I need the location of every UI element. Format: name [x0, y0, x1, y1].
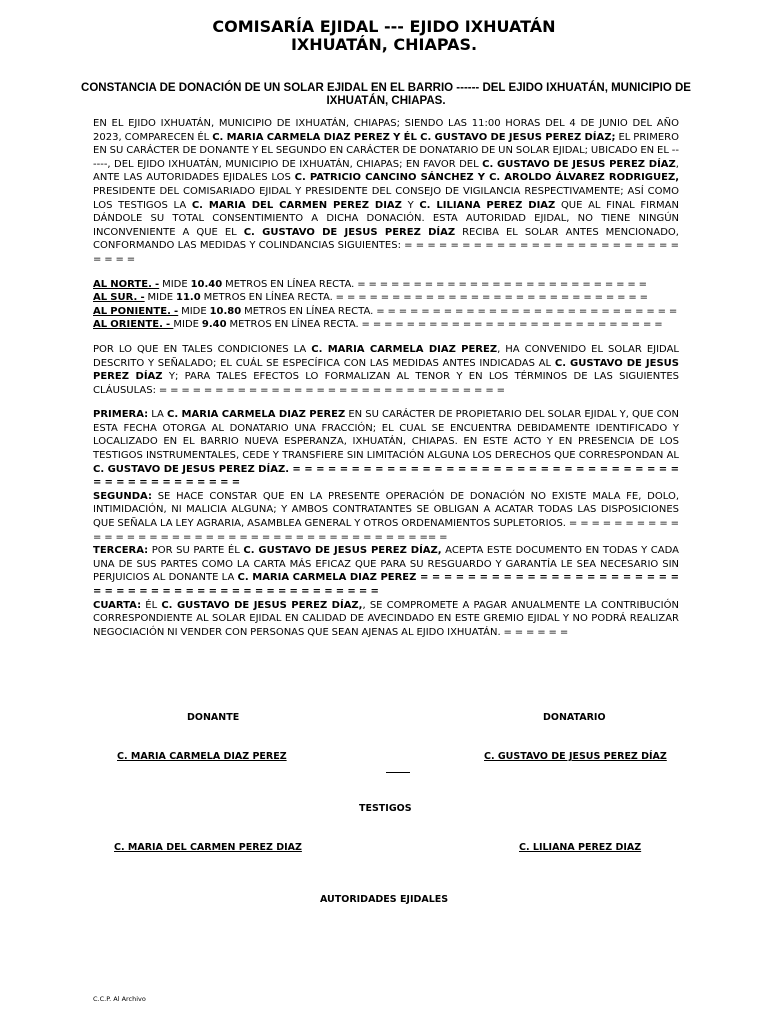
intro-bold-1: C. MARIA CARMELA DIAZ PEREZ Y ÉL C. GUSTAVO DE JESUS PEREZ DÍAZ;	[212, 131, 616, 143]
measure-prefix: MIDE	[178, 305, 210, 317]
measure-value: 10.40	[190, 278, 223, 290]
intro-text-5: Y	[401, 199, 420, 211]
measure-west	[93, 305, 679, 319]
measure-north	[93, 278, 679, 292]
header-title: COMISARÍA EJIDAL --- EJIDO IXHUATÁN	[212, 17, 556, 36]
clause-tercera	[93, 544, 679, 598]
clause-bold: C. MARIA CARMELA DIAZ PEREZ = = = = = = = = = = = = = = = = = = = = = = = = = = = = = = = = = = = = = = = = = = = = = = =	[93, 572, 679, 597]
measure-east	[93, 318, 679, 332]
testigos-label: TESTIGOS	[359, 803, 412, 814]
intro-bold-3: C. PATRICIO CANCINO SÁNCHEZ Y C. AROLDO ÁLVAREZ RODRIGUEZ,	[294, 172, 679, 184]
intro-text-4: PRESIDENTE DEL COMISARIADO EJIDAL Y PRESIDENTE DEL CONSEJO DE VIGILANCIA RESPECTIVAMENTE; ASÍ COMO LOS TESTIGOS LA	[93, 185, 679, 211]
intro-text-7: RECIBA EL SOLAR ANTES MENCIONADO, CONFORMANDO LAS MEDIDAS Y COLINDANCIAS SIGUIENTES: = = = = = = = = = = = = = = = = = = = = = = = = = = = =	[93, 226, 679, 265]
measure-value: 10.80	[209, 305, 242, 317]
document-body	[93, 117, 679, 639]
clause-cuarta	[93, 599, 679, 640]
clause-text: ÉL	[141, 599, 162, 611]
clause-text: POR SU PARTE ÉL	[148, 545, 244, 557]
measure-value: 11.0	[176, 292, 201, 304]
measure-south	[93, 291, 679, 305]
donante-name: C. MARIA CARMELA DIAZ PEREZ	[117, 751, 287, 762]
intro-paragraph	[93, 117, 679, 267]
measure-direction: AL NORTE. -	[93, 278, 160, 290]
donatario-label: DONATARIO	[543, 712, 606, 723]
clause-text: ACEPTA ESTE DOCUMENTO EN TODAS Y CADA UNA DE SUS PARTES COMO LA CARTA MÁS EFICAZ QUE PARA SU RESGUARDO Y GARANTÍA LE SEA NECESARIO SIN PERJUICIOS AL DONANTE LA	[93, 545, 679, 584]
intro-bold-6: C. GUSTAVO DE JESUS PEREZ DÍAZ	[243, 226, 456, 238]
clause-text: SE HACE CONSTAR QUE EN LA PRESENTE OPERACIÓN DE DONACIÓN NO EXISTE MALA FE, DOLO, INTIMIDACIÓN, NI MALICIA ALGUNA; Y AMBOS CONTRATANTES SE OBLIGAN A ACATAR TODAS LAS DISPOSICIONES QUE SEÑALA LA LEY AGRARIA, ASAMBLEA GENERAL Y OTROS ORDENAMIENTOS SUPLETORIOS. = = = = = = = = = = = = = = = = = = = = = = = = = = = = = = = = = = = = = = = == =	[93, 490, 679, 543]
measures-list	[93, 278, 679, 332]
intro-text-3: , ANTE LAS AUTORIDADES EJIDALES LOS	[93, 158, 679, 184]
measure-prefix: MIDE	[159, 278, 191, 290]
intro-text-6: QUE AL FINAL FIRMAN DÁNDOLE SU TOTAL CONSENTIMIENTO A DICHA DONACIÓN. ESTA AUTORIDAD EJIDAL, NO TIENE NINGÚN INCONVENIENTE A QUE EL	[93, 199, 679, 238]
signature-divider	[386, 772, 410, 773]
measure-suffix: METROS EN LÍNEA RECTA. = = = = = = = = = = = = = = = = = = = = = = = = = = =	[241, 305, 678, 317]
document-subtitle: CONSTANCIA DE DONACIÓN DE UN SOLAR EJIDAL EN EL BARRIO ------ DEL EJIDO IXHUATÁN, MUNICIPIO DE IXHUATÁN, CHIAPAS.	[81, 82, 691, 107]
intro-bold-5: C. LILIANA PEREZ DIAZ	[419, 199, 556, 211]
testigo-1-name: C. MARIA DEL CARMEN PEREZ DIAZ	[114, 842, 302, 853]
clause-label: TERCERA:	[93, 545, 149, 557]
measure-suffix: METROS EN LÍNEA RECTA. = = = = = = = = = = = = = = = = = = = = = = = = = = =	[226, 319, 663, 331]
conditions-text-2: , HA CONVENIDO EL SOLAR EJIDAL DESCRITO Y SEÑALADO; EL CUÁL SE ESPECÍFICA CON LAS MEDIDAS ANTES INDICADAS AL	[93, 343, 679, 369]
clause-bold: C. MARIA CARMELA DIAZ PEREZ	[167, 409, 346, 421]
intro-bold-4: C. MARIA DEL CARMEN PEREZ DIAZ	[191, 199, 402, 211]
intro-text-2: EL PRIMERO EN SU CARÁCTER DE DONANTE Y EL SEGUNDO EN CARÁCTER DE DONATARIO DE UN SOLAR EJIDAL; UBICADO EN EL ------, DEL EJIDO IXHUATÁN, MUNICIPIO DE IXHUATÁN, CHIAPAS; EN FAVOR DEL	[93, 131, 679, 170]
donante-label: DONANTE	[187, 712, 240, 723]
measure-direction: AL ORIENTE. -	[93, 319, 174, 331]
conditions-paragraph	[93, 343, 679, 397]
measure-suffix: METROS EN LÍNEA RECTA. = = = = = = = = = = = = = = = = = = = = = = = = = = = =	[200, 292, 649, 304]
measure-value: 9.40	[201, 319, 227, 331]
testigo-2-name: C. LILIANA PEREZ DIAZ	[519, 842, 642, 853]
conditions-bold-1: C. MARIA CARMELA DIAZ PEREZ	[311, 343, 498, 355]
clause-label: SEGUNDA:	[93, 490, 152, 502]
measure-direction: AL SUR. -	[93, 292, 145, 304]
autoridades-label: AUTORIDADES EJIDALES	[320, 894, 449, 905]
measure-direction: AL PONIENTE. -	[93, 305, 179, 317]
clause-segunda	[93, 490, 679, 544]
conditions-text-1: POR LO QUE EN TALES CONDICIONES LA	[93, 343, 312, 355]
conditions-bold-2: C. GUSTAVO DE JESUS PEREZ DÍAZ	[93, 357, 679, 383]
measure-prefix: MIDE	[173, 319, 202, 331]
clause-text: LA	[148, 409, 168, 421]
clause-text: EN SU CARÁCTER DE PROPIETARIO DEL SOLAR EJIDAL Y, QUE CON ESTA FECHA OTORGA AL DONATARIO UNA FRACCIÓN; EL CUAL SE ENCUENTRA DEBIDAMENTE IDENTIFICADO Y LOCALIZADO EN EL BARRIO NUEVA ESPERANZA, IXHUATÁN, CHIAPAS. EN ESTE ACTO Y EN PRESENCIA DE LOS TESTIGOS INSTRUMENTALES, CEDE Y TRANSFIERE SIN LIMITACIÓN ALGUNA LOS DERECHOS QUE CORRESPONDAN AL	[93, 409, 680, 462]
clause-bold: C. GUSTAVO DE JESUS PEREZ DÍAZ. = = = = = = = = = = = = = = = = = = = = = = = = = = = = = = = = = = = = = = = = = = = = = =	[93, 463, 679, 489]
clause-bold: C. GUSTAVO DE JESUS PEREZ DÍAZ,	[161, 599, 363, 611]
measure-suffix: METROS EN LÍNEA RECTA. = = = = = = = = = = = = = = = = = = = = = = = = = =	[222, 278, 648, 290]
donatario-name: C. GUSTAVO DE JESUS PEREZ DÍAZ	[484, 751, 667, 762]
header-location: IXHUATÁN, CHIAPAS.	[290, 35, 478, 54]
measure-prefix: MIDE	[144, 292, 176, 304]
clause-text: , SE COMPROMETE A PAGAR ANUALMENTE LA CONTRIBUCIÓN CORRESPONDIENTE AL SOLAR EJIDAL EN CALIDAD DE AVECINDADO EN ESTE GREMIO EJIDAL Y NO PODRÁ REALIZAR NEGOCIACIÓN NI VENDER CON PERSONAS QUE SEAN AJENAS AL EJIDO IXHUATÁN. = = = = = =	[93, 599, 679, 638]
clause-primera	[93, 408, 679, 490]
intro-bold-2: C. GUSTAVO DE JESUS PEREZ DÍAZ	[482, 158, 676, 170]
document-header	[0, 18, 768, 54]
ccp-footer: C.C.P. Al Archivo	[93, 995, 146, 1003]
conditions-text-3: Y; PARA TALES EFECTOS LO FORMALIZAN AL TENOR Y EN LOS TÉRMINOS DE LAS SIGUIENTES CLÁUSULAS: = = = = = = = = = = = = = = = = = = = = = = = = = = = = = = =	[93, 371, 680, 396]
intro-text-1: EN EL EJIDO IXHUATÁN, MUNICIPIO DE IXHUATÁN, CHIAPAS; SIENDO LAS 11:00 HORAS DEL 4 DE JUNIO DEL AÑO 2023, COMPARECEN ÉL	[93, 118, 679, 143]
clause-label: CUARTA:	[93, 599, 142, 611]
clause-label: PRIMERA:	[93, 409, 149, 421]
clause-bold: C. GUSTAVO DE JESUS PEREZ DÍAZ,	[243, 545, 442, 557]
